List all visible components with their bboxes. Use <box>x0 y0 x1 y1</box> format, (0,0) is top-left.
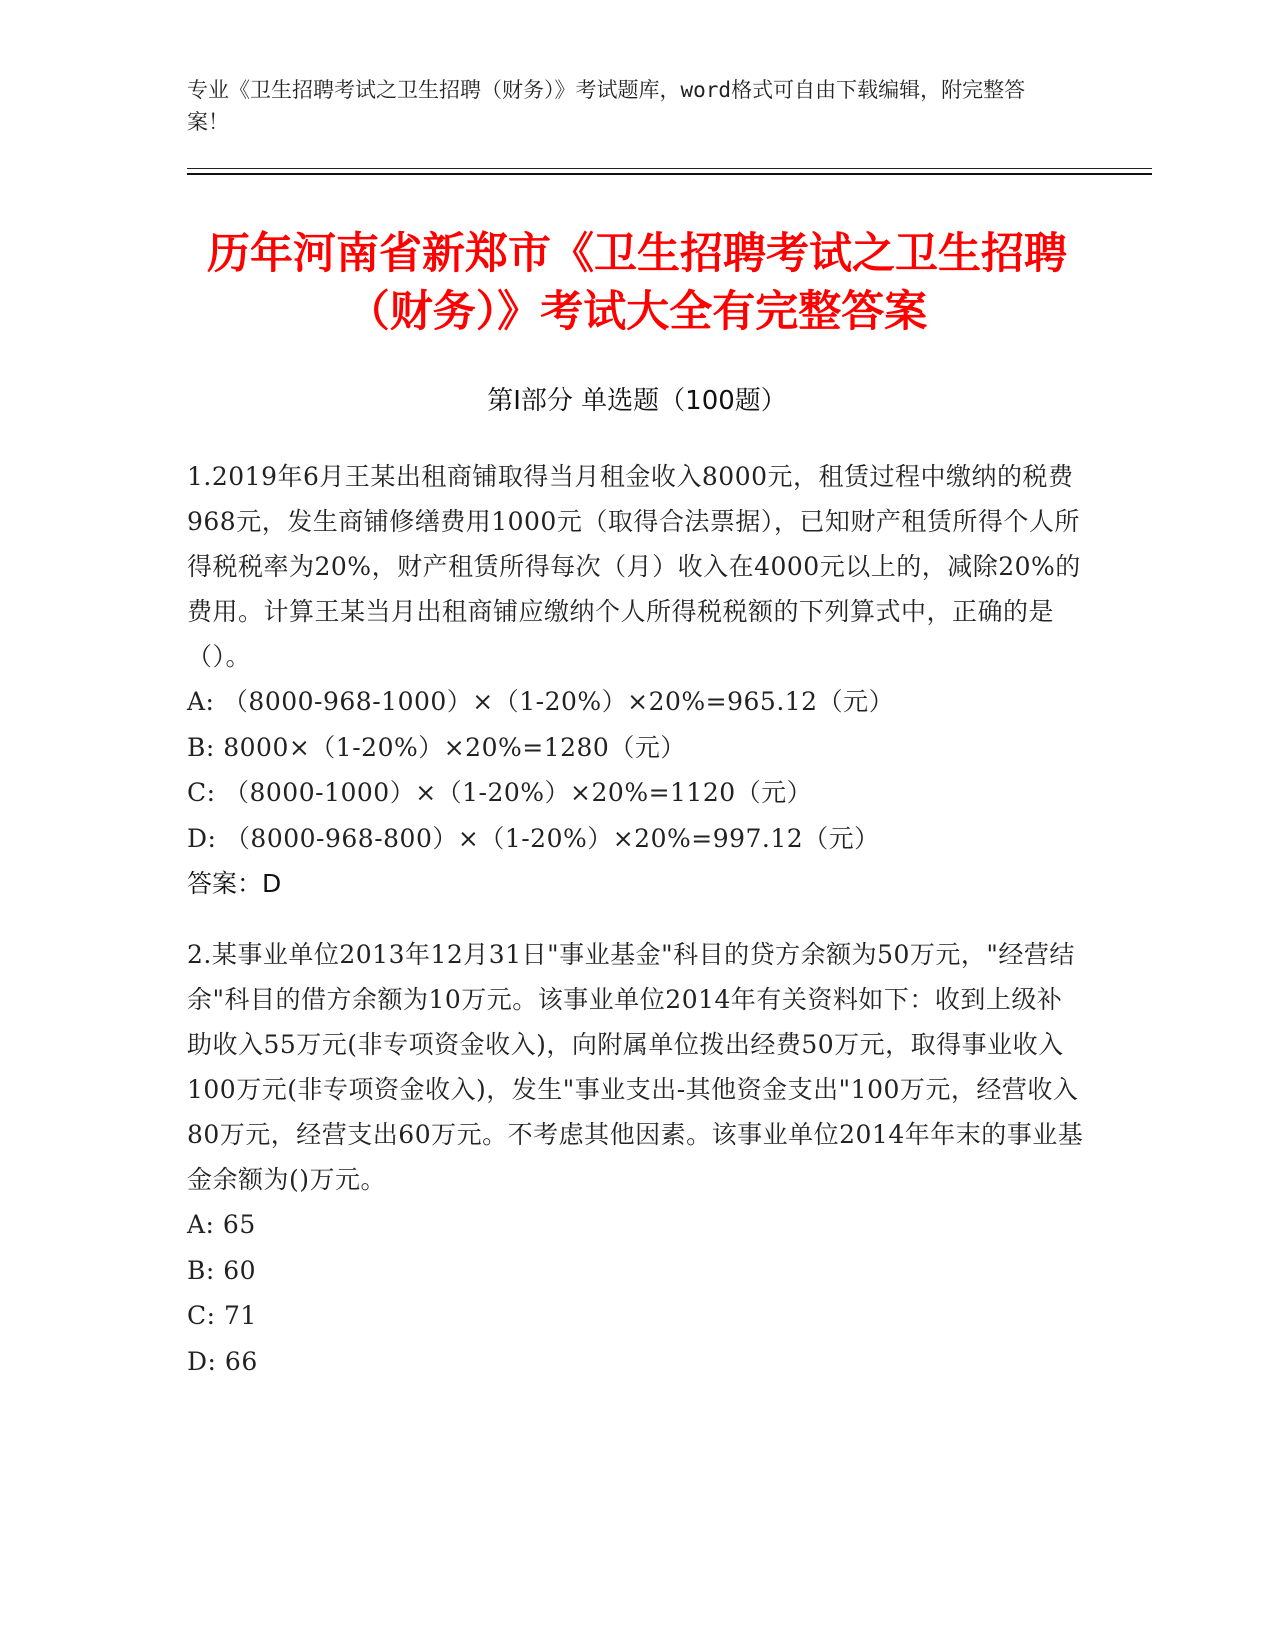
option-d: D: 66 <box>187 1346 258 1376</box>
option-list <box>187 1202 1087 1384</box>
question-2 <box>187 932 1087 1384</box>
question-stem: 2.某事业单位2013年12月31日"事业基金"科目的贷方余额为50万元，"经营结余"科目的借方余额为10万元。该事业单位2014年有关资料如下：收到上级补助收入55万元(非专项资金收入)，向附属单位拨出经费50万元，取得事业收入100万元(非专项资金收入)，发生"事业支出-其他资金支出"100万元，经营收入80万元，经营支出60万元。不考虑其他因素。该事业单位2014年年末的事业基金余额为()万元。 <box>187 940 1084 1194</box>
option-b: B: 8000×（1-20%）×20%=1280（元） <box>187 732 686 762</box>
answer-label: 答案：D <box>187 869 282 898</box>
header-note: 专业《卫生招聘考试之卫生招聘（财务）》考试题库，word格式可自由下载编辑，附完整答案！ <box>187 78 1026 134</box>
option-a: A: （8000-968-1000）×（1-20%）×20%=965.12（元） <box>187 687 895 716</box>
header-divider-bottom <box>187 173 1152 175</box>
question-1 <box>187 454 1087 907</box>
section-heading: 第I部分 单选题（100题） <box>487 386 787 416</box>
header-divider-top <box>187 168 1152 169</box>
option-d: D: （8000-968-800）×（1-20%）×20%=997.12（元） <box>187 823 880 853</box>
option-a: A: 65 <box>187 1210 256 1239</box>
document-title: 历年河南省新郑市《卫生招聘考试之卫生招聘（财务）》考试大全有完整答案 <box>207 229 1067 337</box>
option-list <box>187 679 1087 861</box>
question-stem: 1.2019年6月王某出租商铺取得当月租金收入8000元，租赁过程中缴纳的税费968元，发生商铺修缮费用1000元（取得合法票据），已知财产租赁所得个人所得税税率为20%，财产租赁所得每次（月）收入在4000元以上的，减除20%的费用。计算王某当月出租商铺应缴纳个人所得税税额的下列算式中，正确的是（）。 <box>187 462 1081 671</box>
option-c: C: 71 <box>187 1301 257 1330</box>
option-c: C: （8000-1000）×（1-20%）×20%=1120（元） <box>187 778 813 807</box>
option-b: B: 60 <box>187 1255 257 1285</box>
